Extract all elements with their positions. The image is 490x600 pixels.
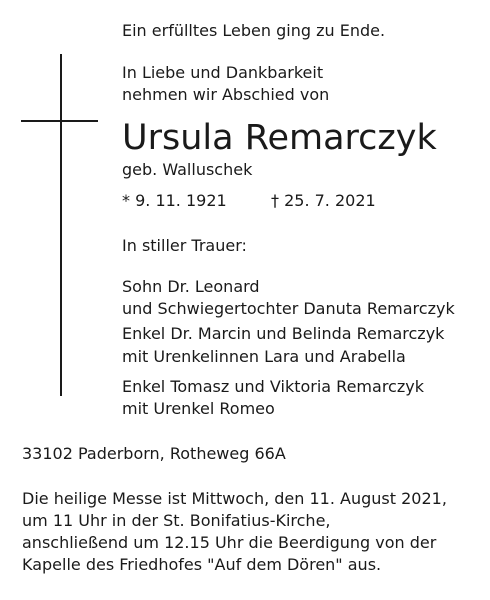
- address: 33102 Paderborn, Rotheweg 66A: [22, 444, 286, 463]
- intro-line-1: Ein erfülltes Leben ging zu Ende.: [122, 21, 386, 40]
- intro-line-3: nehmen wir Abschied von: [122, 85, 330, 104]
- cross-horizontal-bar: [21, 120, 98, 122]
- mourner-line: Enkel Dr. Marcin und Belinda Remarczyk: [122, 324, 445, 343]
- service-line: anschließend um 12.15 Uhr die Beerdigung von der: [22, 533, 437, 552]
- intro-line-2: In Liebe und Dankbarkeit: [122, 63, 324, 82]
- maiden-name: geb. Walluschek: [122, 160, 253, 179]
- mourner-line: Enkel Tomasz und Viktoria Remarczyk: [122, 377, 424, 396]
- mourners-heading: In stiller Trauer:: [122, 236, 247, 255]
- service-line: Kapelle des Friedhofes "Auf dem Dören" aus.: [22, 555, 382, 574]
- birth-date: * 9. 11. 1921: [122, 191, 227, 210]
- mourner-line: Sohn Dr. Leonard: [122, 277, 260, 296]
- service-line: Die heilige Messe ist Mittwoch, den 11. August 2021,: [22, 489, 447, 508]
- deceased-name: Ursula Remarczyk: [122, 118, 437, 158]
- mourner-line: und Schwiegertochter Danuta Remarczyk: [122, 299, 455, 318]
- service-line: um 11 Uhr in der St. Bonifatius-Kirche,: [22, 511, 331, 530]
- mourner-line: mit Urenkel Romeo: [122, 399, 275, 418]
- cross-vertical-bar: [60, 54, 62, 396]
- mourner-line: mit Urenkelinnen Lara und Arabella: [122, 347, 406, 366]
- death-date: † 25. 7. 2021: [271, 191, 376, 210]
